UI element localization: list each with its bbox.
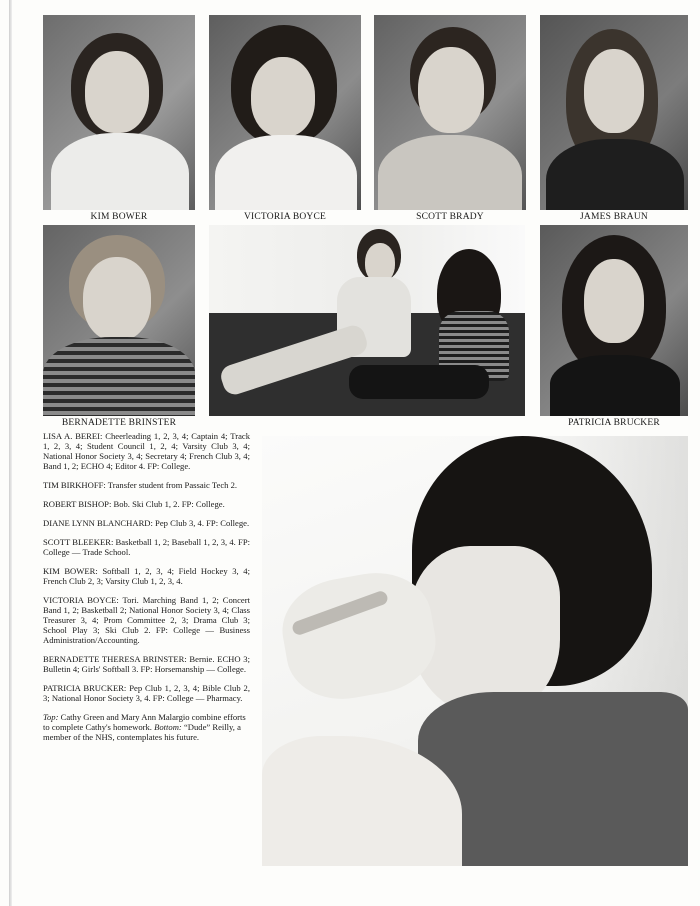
portrait-caption: VICTORIA BOYCE [243,212,327,222]
photo-caption [43,712,250,742]
portrait-kim-bower [43,15,195,210]
portrait-caption: BERNADETTE BRINSTER [61,418,177,428]
senior-bios [43,431,250,751]
candid-photo-contemplating [262,436,688,866]
caption-top-label: Top: [43,712,59,722]
candid-photo-homework [209,225,525,416]
bio-entry: SCOTT BLEEKER: Basketball 1, 2; Baseball 1, 2, 3, 4. FP: College — Trade School. [43,537,250,557]
bio-entry: ROBERT BISHOP: Bob. Ski Club 1, 2. FP: College. [43,499,225,509]
portrait-victoria-boyce [209,15,361,210]
bio-entry: KIM BOWER: Softball 1, 2, 3, 4; Field Hockey 3, 4; French Club 2, 3; Varsity Club 1, 2, 3, 4. [43,566,250,586]
portrait-bernadette-brinster [43,225,195,416]
bio-entry: BERNADETTE THERESA BRINSTER: Bernie. ECHO 3; Bulletin 4; Girls' Softball 3. FP: Horsemanship — College. [43,654,250,674]
portrait-caption: KIM BOWER [90,212,148,222]
bio-entry: TIM BIRKHOFF: Transfer student from Passaic Tech 2. [43,480,238,490]
bio-entry: DIANE LYNN BLANCHARD: Pep Club 3, 4. FP: College. [43,518,250,528]
portrait-caption: PATRICIA BRUCKER [568,418,660,428]
caption-top-text: Cathy Green and Mary Ann Malargio combine efforts to complete Cathy's homework. [43,712,246,732]
bio-entry: VICTORIA BOYCE: Tori. Marching Band 1, 2; Concert Band 1, 2; Basketball 2; National Honor Society 3, 4; Class Treasurer 3, 4; Prom Committee 2, 3; Drama Club 3; School Play 3; Ski Club 2. FP: College — Business Administration/Accounting. [43,595,250,645]
portrait-scott-brady [374,15,526,210]
page-binding-edge [9,0,12,906]
portrait-caption: SCOTT BRADY [416,212,484,222]
portrait-james-braun [540,15,688,210]
bio-entry: LISA A. BEREI: Cheerleading 1, 2, 3, 4; Captain 4; Track 1, 2, 3, 4; Student Council 1, 2, 4; Varsity Club 3, 4; National Honor Society 3, 4; Secretary 4; French Club 3, 4; Band 1, 2; ECHO 4; Editor 4. FP: College. [43,431,250,471]
caption-bottom-label: Bottom: [154,722,182,732]
portrait-patricia-brucker [540,225,688,416]
caption-bottom-text: “Dude” Reilly, a member of the NHS, contemplates his future. [43,722,241,742]
bio-entry: PATRICIA BRUCKER: Pep Club 1, 2, 3, 4; Bible Club 2, 3; National Honor Society 3, 4. FP: College — Pharmacy. [43,683,250,703]
portrait-caption: JAMES BRAUN [580,212,648,222]
